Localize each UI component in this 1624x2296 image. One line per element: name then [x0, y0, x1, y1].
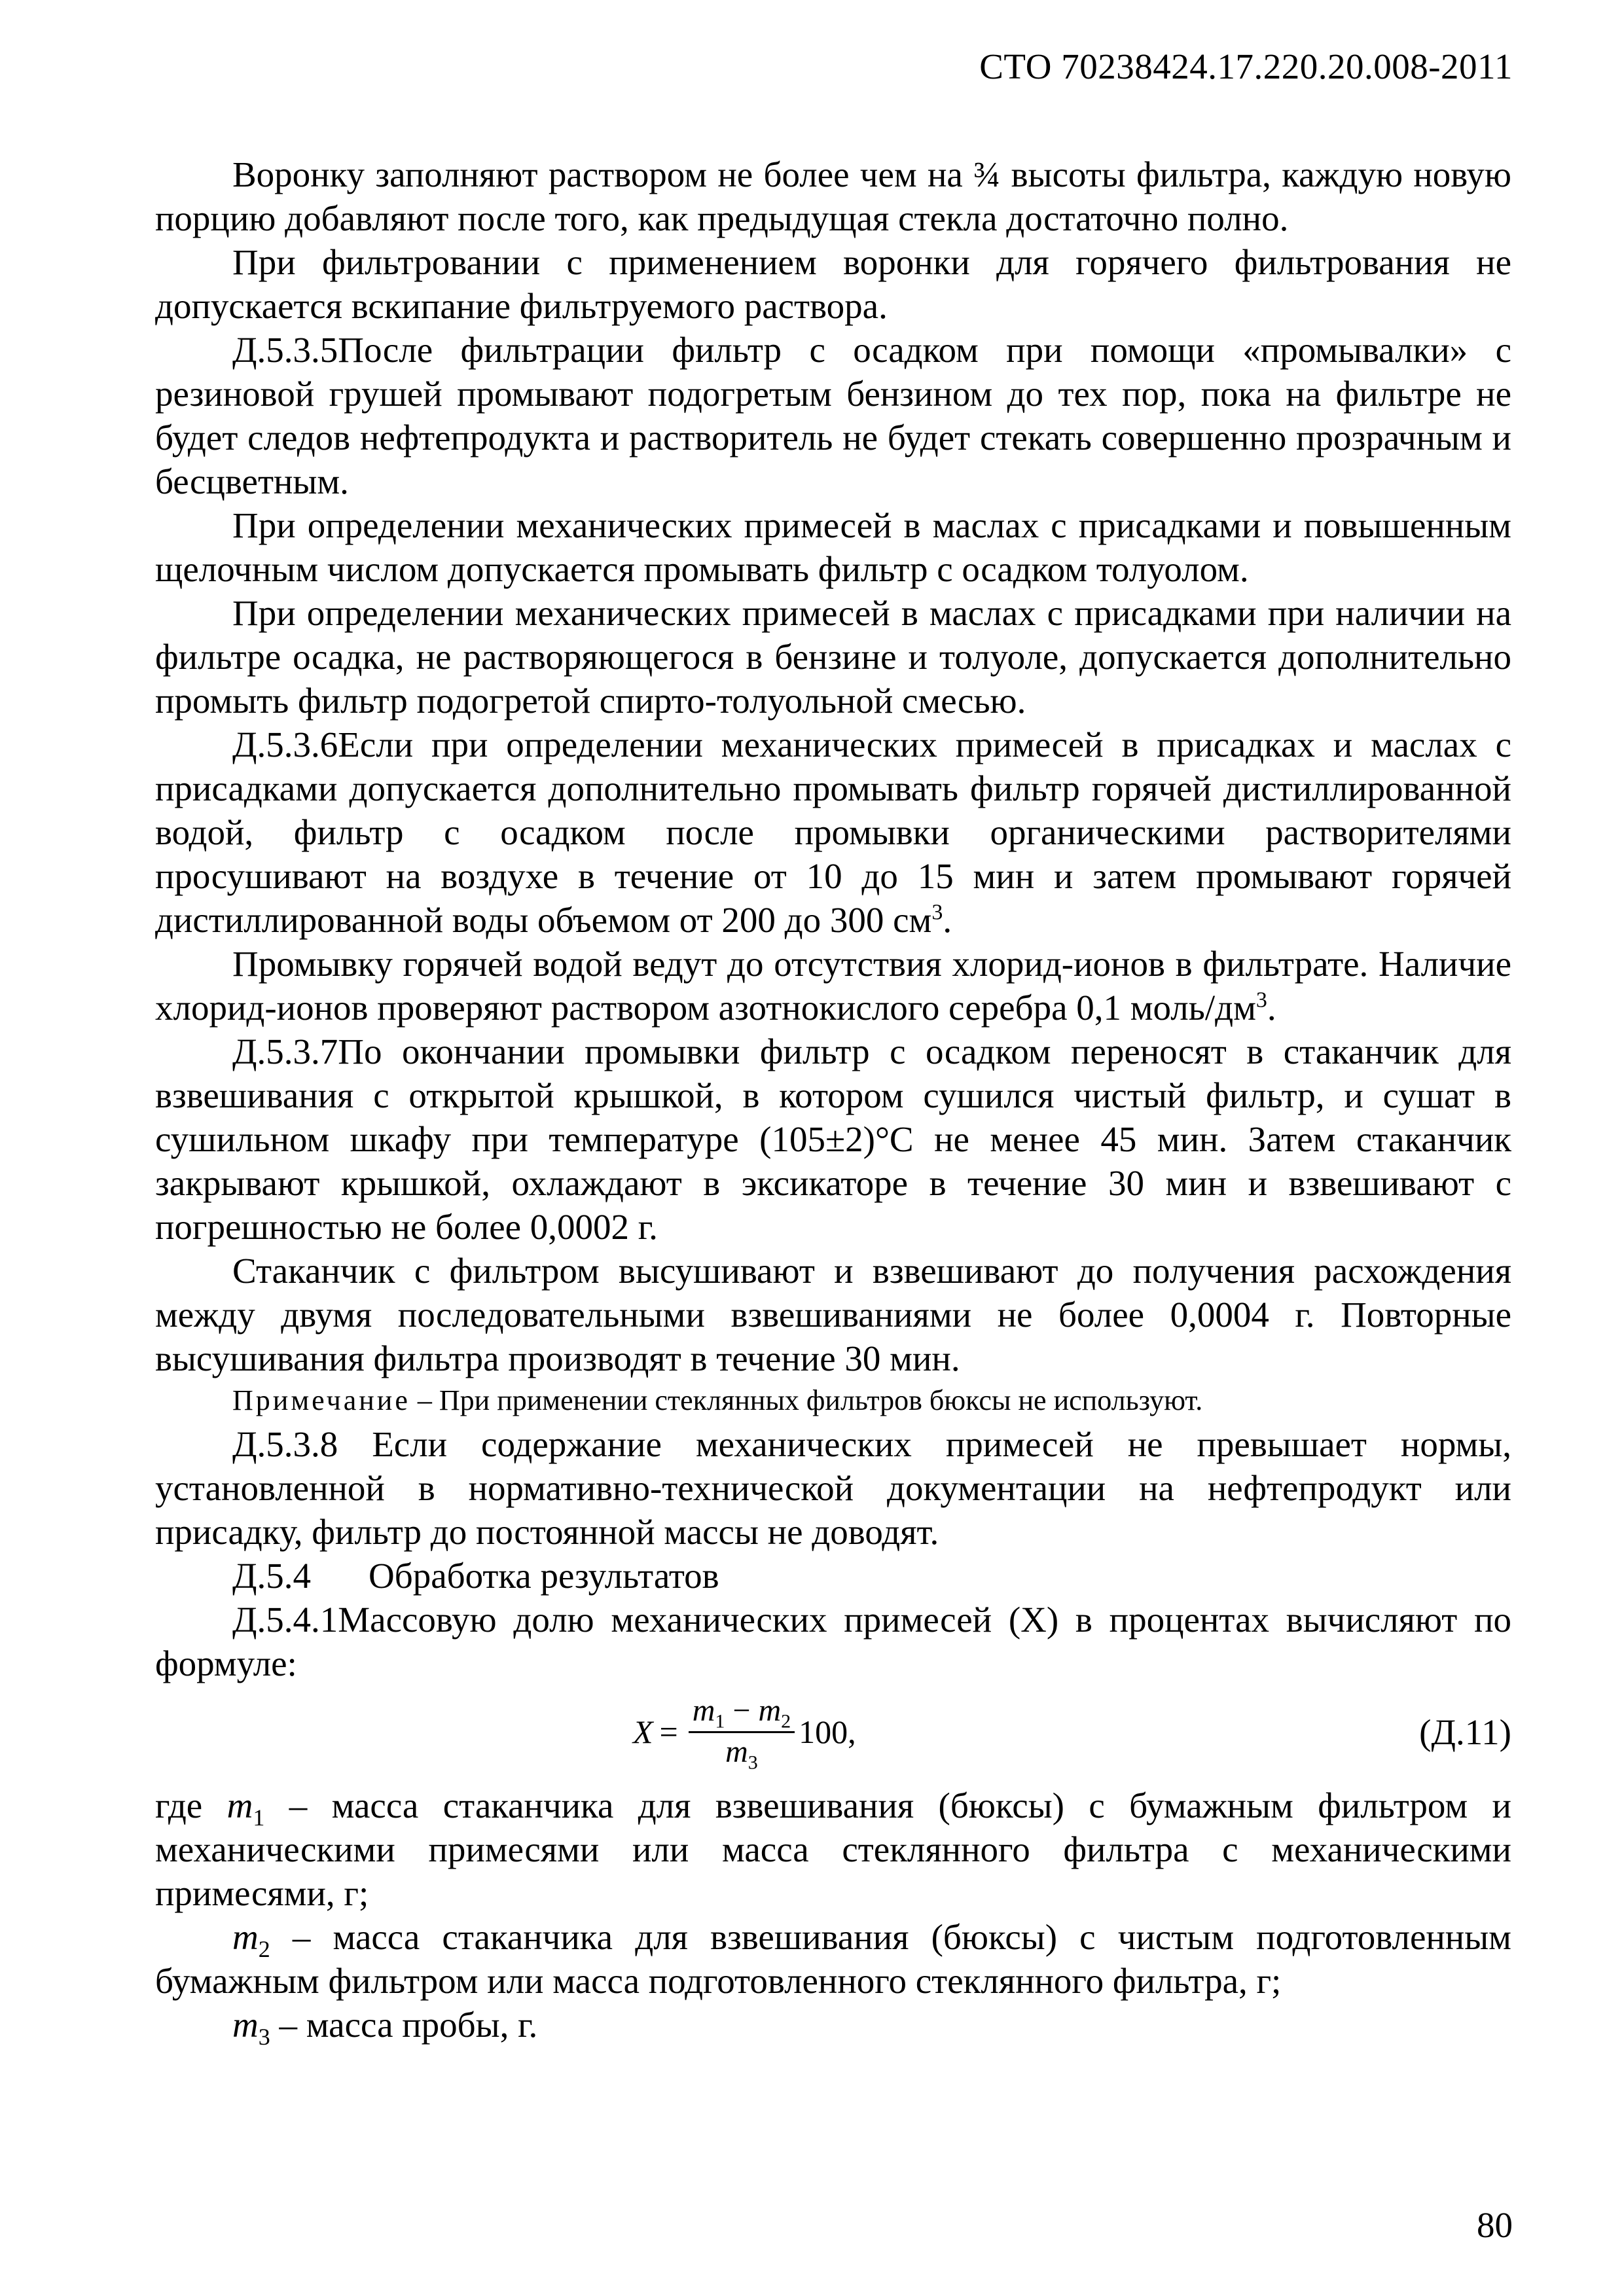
formula-equals: = [659, 1713, 678, 1750]
symbol-m: m [226, 1785, 253, 1825]
symbol-m: m [692, 1693, 715, 1728]
paragraph-alcohol-toluene-wash: При определении механических примесей в маслах с присадками при наличии на фильтре осадка, не растворяющегося в бензине и толуоле, допускается дополнительно промыть фильтр подогретой спирто-толуольной смесью. [155, 593, 1511, 721]
superscript: 3 [931, 900, 943, 925]
section-title: Обработка результатов [369, 1556, 719, 1596]
paragraph-d5-3-8: Д.5.3.8 Если содержание механических примесей не превышает нормы, установленной в нормативно-технической документации на нефтепродукт или присадку, фильтр до постоянной массы не доводят. [155, 1424, 1511, 1552]
paragraph-d5-4-1 [155, 1598, 1511, 1685]
paragraph-text: Промывку горячей водой ведут до отсутствия хлорид-ионов в фильтрате. Наличие хлорид-ионов проверяют раствором азотнокислого серебра 0,1 моль/дм [155, 944, 1511, 1028]
definition-text: – масса стаканчика для взвешивания (бюксы) с чистым подготовленным бумажным фильтром или масса подготовленного стеклянного фильтра, г; [155, 1917, 1511, 2001]
note-text: – При применении стеклянных фильтров бюксы не используют. [410, 1384, 1203, 1416]
clause-number: Д.5.3.5 [232, 330, 338, 370]
paragraph-d5-3-6 [155, 723, 1511, 942]
page-content [155, 152, 1511, 2050]
subscript: 1 [253, 1804, 265, 1831]
definition-m2 [155, 1915, 1511, 2003]
symbol-m: m [758, 1693, 782, 1728]
minus-sign: − [725, 1693, 759, 1728]
definition-m1 [155, 1784, 1511, 1915]
subscript: 2 [781, 1710, 791, 1732]
formula-block [155, 1685, 1511, 1784]
equation-number: (Д.11) [1419, 1712, 1511, 1752]
formula-denominator [725, 1733, 758, 1774]
formula [633, 1692, 856, 1774]
section-number: Д.5.4 [232, 1556, 312, 1596]
paragraph-toluene-wash: При определении механических примесей в маслах с присадками и повышенным щелочным числом допускается промывать фильтр с осадком толуолом. [155, 505, 1511, 589]
paragraph-d5-3-7 [155, 1030, 1511, 1249]
definition-text: – масса пробы, г. [270, 2005, 538, 2045]
clause-text: По окончании промывки фильтр с осадком переносят в стаканчик для взвешивания с открытой крышкой, в котором сушился чистый фильтр, и сушат в сушильном шкафу при температуре (105±2)°С не менее 45 мин. Затем стаканчик закрывают крышкой, охлаждают в эксикаторе в течение 30 мин и взвешивают с погрешностью не более 0,0002 г. [155, 1031, 1511, 1247]
definition-text: – масса стаканчика для взвешивания (бюксы) с бумажным фильтром и механическими примесями или масса стеклянного фильтра с механическими примесями, г; [155, 1785, 1511, 1913]
formula-numerator [689, 1692, 795, 1733]
clause-number: Д.5.4.1 [232, 1600, 338, 1640]
paragraph-chloride-check [155, 942, 1511, 1030]
symbol-m: m [232, 2005, 259, 2045]
note [155, 1382, 1511, 1420]
superscript: 3 [1255, 988, 1267, 1013]
clause-number: Д.5.3.6 [232, 725, 338, 764]
page-number: 80 [1477, 2205, 1513, 2245]
definition-m3 [155, 2003, 1511, 2050]
subscript: 3 [748, 1751, 758, 1774]
clause-text: После фильтрации фильтр с осадком при помощи «промывалки» с резиновой грушей промывают подогретым бензином до тех пор, пока на фильтре не будет следов нефтепродукта и растворитель не будет стекать совершенно прозрачным и бесцветным. [155, 330, 1511, 501]
symbol-m: m [725, 1734, 748, 1769]
paragraph-d5-3-5 [155, 328, 1511, 503]
clause-text: Если при определении механических примесей в присадках и маслах с присадками допускается дополнительно промывать фильтр горячей дистиллированной водой, фильтр с осадком после промывки органическими растворителями просушивают на воздухе в течение от 10 до 15 мин и затем промывают горячей дистиллированной воды объемом от 200 до 300 см [155, 725, 1511, 940]
subscript: 2 [258, 1936, 270, 1962]
clause-text: Массовую долю механических примесей (X) в процентах вычисляют по формуле: [155, 1600, 1511, 1683]
paragraph-hot-filtration: При фильтровании с применением воронки для горячего фильтрования не допускается вскипание фильтруемого раствора. [155, 242, 1511, 326]
period: . [943, 900, 952, 940]
period: . [1267, 988, 1276, 1028]
formula-lhs: X [633, 1713, 653, 1750]
subscript: 3 [258, 2024, 270, 2050]
subscript: 1 [715, 1710, 725, 1732]
section-heading-d5-4 [155, 1554, 1511, 1598]
clause-number: Д.5.3.7 [232, 1031, 338, 1071]
formula-factor: 100, [799, 1713, 856, 1750]
document-code-header: СТО 70238424.17.220.20.008-2011 [979, 46, 1513, 86]
symbol-m: m [232, 1917, 259, 1957]
note-label: Примечание [232, 1384, 410, 1416]
formula-fraction [689, 1692, 795, 1774]
paragraph-funnel-filling: Воронку заполняют раствором не более чем на ¾ высоты фильтра, каждую новую порцию добавляют после того, как предыдущая стекла достаточно полно. [155, 154, 1511, 238]
definition-lead: где [155, 1785, 227, 1825]
paragraph-drying-repeat: Стаканчик с фильтром высушивают и взвешивают до получения расхождения между двумя последовательными взвешиваниями не более 0,0004 г. Повторные высушивания фильтра производят в течение 30 мин. [155, 1251, 1511, 1378]
